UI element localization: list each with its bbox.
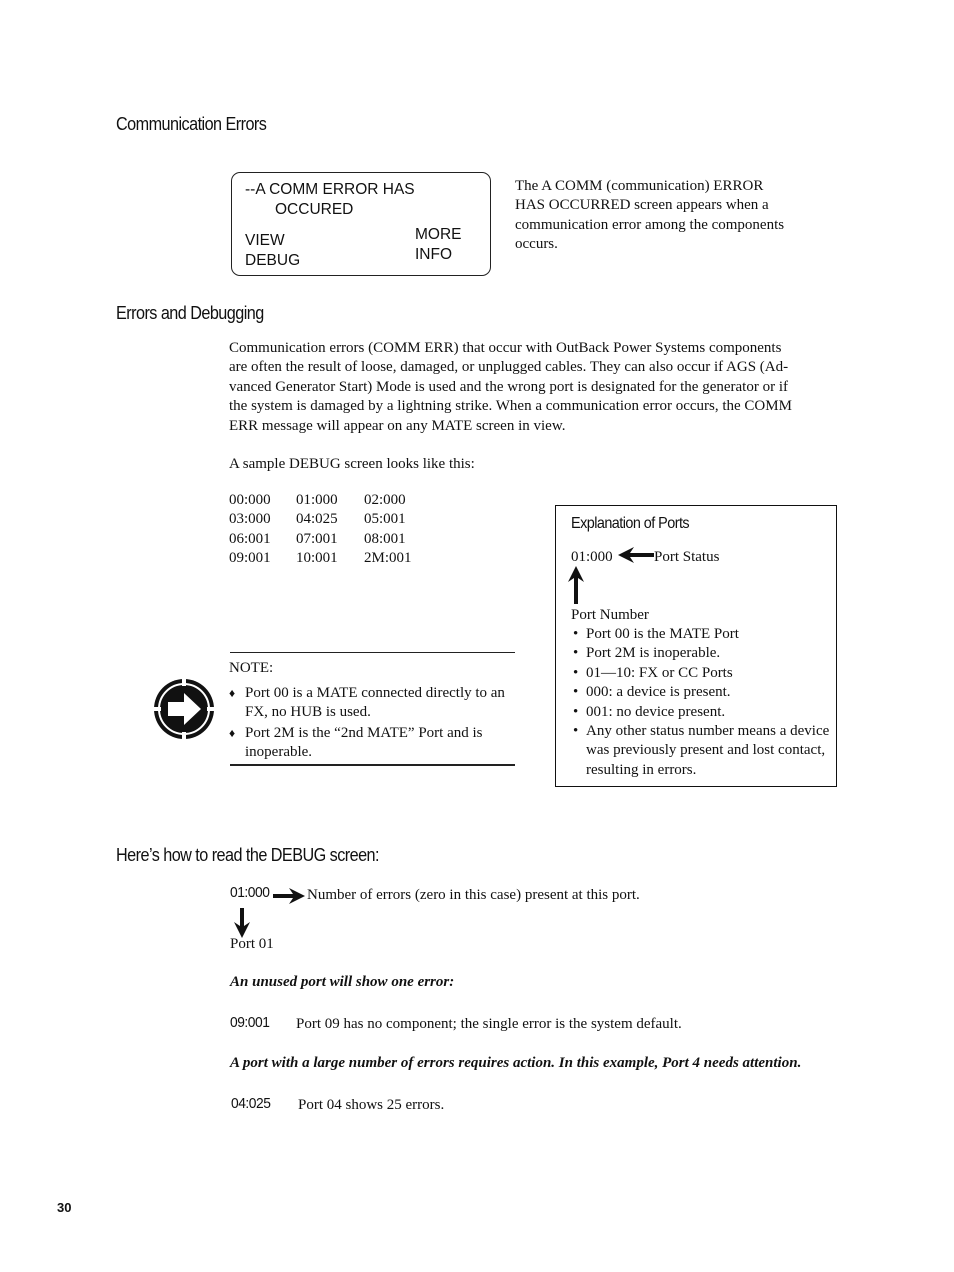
unused-port-code: 09:001 bbox=[230, 1014, 270, 1031]
debug-cell: 09:001 bbox=[229, 550, 271, 566]
arrow-right-circle-icon bbox=[152, 677, 216, 741]
note-item: ♦ Port 2M is the “2nd MATE” Port and is inoperable. bbox=[229, 724, 514, 763]
errors-debugging-heading: Errors and Debugging bbox=[116, 303, 264, 323]
ports-list-item: • 01—10: FX or CC Ports bbox=[572, 664, 832, 683]
port-number-label: Port Number bbox=[571, 607, 649, 623]
ports-list-item: • Port 2M is inoperable. bbox=[572, 644, 832, 663]
page-number: 30 bbox=[57, 1200, 72, 1215]
paragraph-line: are often the result of loose, damaged, or unplugged cables. They can also occur if AGS (Ad- bbox=[229, 359, 789, 376]
ports-list-item: • Any other status number means a device was previously present and lost contact, resulting in errors. bbox=[572, 722, 832, 780]
debug-cell: 02:000 bbox=[364, 492, 406, 508]
ports-list-item: • 000: a device is present. bbox=[572, 683, 832, 702]
note-bottom-rule bbox=[230, 764, 515, 766]
lcd-line-2: OCCURED bbox=[275, 201, 354, 218]
paragraph-line: Communication errors (COMM ERR) that occur with OutBack Power Systems components bbox=[229, 340, 782, 356]
ports-explanation-box bbox=[555, 505, 837, 787]
lcd-debug-label: DEBUG bbox=[245, 252, 301, 269]
paragraph-line: the system is damaged by a lightning strike. When a communication error occurs, the COMM bbox=[229, 398, 792, 415]
ports-list-item: • Port 00 is the MATE Port bbox=[572, 625, 832, 644]
note-title: NOTE: bbox=[229, 660, 274, 676]
comm-desc-line: The A COMM (communication) ERROR bbox=[515, 178, 764, 194]
lcd-line-1: --A COMM ERROR HAS bbox=[245, 181, 415, 198]
read-debug-description: Number of errors (zero in this case) present at this port. bbox=[307, 887, 640, 903]
ports-list-item: • 001: no device present. bbox=[572, 703, 832, 722]
debug-cell: 05:001 bbox=[364, 511, 406, 527]
paragraph-line: ERR message will appear on any MATE screen in view. bbox=[229, 417, 566, 434]
port-status-label: Port Status bbox=[654, 549, 720, 565]
arrow-right-icon bbox=[273, 888, 305, 909]
comm-error-description bbox=[515, 177, 835, 255]
debug-cell: 01:000 bbox=[296, 492, 338, 508]
lcd-more-label: MORE bbox=[415, 226, 462, 243]
note-item: ♦ Port 00 is a MATE connected directly to an FX, no HUB is used. bbox=[229, 684, 514, 723]
arrow-left-icon bbox=[618, 547, 654, 568]
paragraph-line: vanced Generator Start) Mode is used and the wrong port is designated for the generator or if bbox=[229, 378, 788, 395]
ports-example-code: 01:000 bbox=[571, 549, 613, 565]
debug-cell: 08:001 bbox=[364, 531, 406, 547]
debug-cell: 2M:001 bbox=[364, 550, 412, 566]
arrow-up-icon bbox=[568, 566, 584, 609]
lcd-view-label: VIEW bbox=[245, 232, 285, 249]
comm-desc-line: HAS OCCURRED screen appears when a bbox=[515, 197, 769, 214]
large-errors-code: 04:025 bbox=[231, 1095, 271, 1112]
ports-list-container bbox=[572, 625, 832, 780]
comm-desc-line: communication error among the components bbox=[515, 216, 785, 233]
debug-cell: 00:000 bbox=[229, 492, 271, 508]
read-debug-code: 01:000 bbox=[230, 884, 270, 901]
read-debug-heading: Here’s how to read the DEBUG screen: bbox=[116, 845, 379, 865]
sample-debug-intro: A sample DEBUG screen looks like this: bbox=[229, 456, 475, 472]
lcd-info-label: INFO bbox=[415, 246, 453, 263]
unused-port-description: Port 09 has no component; the single error is the system default. bbox=[296, 1016, 682, 1032]
port-01-label: Port 01 bbox=[230, 936, 274, 952]
debug-grid bbox=[229, 492, 429, 572]
large-errors-description: Port 04 shows 25 errors. bbox=[298, 1097, 445, 1113]
comm-desc-line: occurs. bbox=[515, 236, 558, 253]
lcd-screen bbox=[231, 172, 491, 276]
debug-cell: 04:025 bbox=[296, 511, 338, 527]
comm-errors-heading: Communication Errors bbox=[116, 114, 267, 134]
debug-cell: 10:001 bbox=[296, 550, 338, 566]
errors-paragraph bbox=[229, 339, 839, 436]
debug-cell: 07:001 bbox=[296, 531, 338, 547]
note-list-container bbox=[229, 684, 514, 763]
debug-cell: 06:001 bbox=[229, 531, 271, 547]
large-errors-heading: A port with a large number of errors requires action. In this example, Port 4 needs attention. bbox=[230, 1055, 802, 1071]
note-top-rule bbox=[230, 652, 515, 653]
debug-cell: 03:000 bbox=[229, 511, 271, 527]
ports-box-title: Explanation of Ports bbox=[571, 515, 690, 532]
unused-port-heading: An unused port will show one error: bbox=[230, 974, 455, 990]
